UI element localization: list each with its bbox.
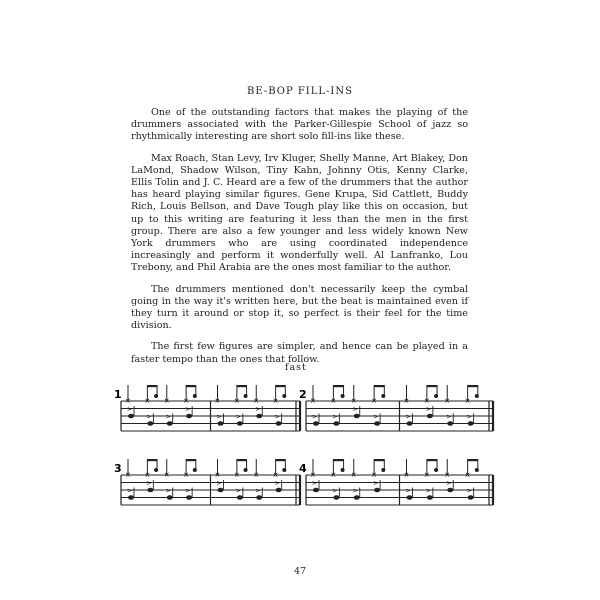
- beam: [333, 459, 343, 461]
- beam: [427, 459, 437, 461]
- accent-mark: >: [235, 413, 241, 421]
- note-head: [468, 495, 474, 500]
- note-head: [333, 421, 339, 426]
- note-head: [407, 495, 413, 500]
- accent-mark: >: [255, 406, 261, 413]
- cymbal-x-note: ×: [444, 471, 451, 479]
- accent-mark: >: [216, 480, 222, 487]
- cymbal-x-note: ×: [272, 397, 279, 405]
- exercise-number: 1: [114, 388, 122, 401]
- cymbal-x-note: ×: [464, 471, 471, 479]
- note-head: [407, 421, 413, 426]
- note-head: [244, 394, 248, 398]
- note-head: [374, 488, 380, 493]
- note-head: [256, 495, 262, 500]
- note-head: [154, 468, 158, 472]
- paragraph: One of the outstanding factors that makes the playing of the drummers associated with the Parker-Gillespie School of jazz so rhythmically interesting are short solo fill-ins like these.: [131, 107, 468, 143]
- cymbal-x-note: ×: [310, 471, 316, 479]
- note-head: [244, 468, 248, 472]
- note-head: [475, 468, 479, 472]
- accent-mark: >: [332, 487, 338, 495]
- cymbal-x-note: ×: [183, 397, 189, 405]
- note-head: [341, 468, 345, 472]
- note-head: [167, 495, 173, 500]
- beam: [147, 459, 157, 461]
- note-head: [154, 394, 158, 398]
- note-head: [341, 394, 345, 398]
- cymbal-x-note: ×: [464, 397, 471, 405]
- note-head: [218, 421, 224, 426]
- cymbal-x-note: ×: [214, 397, 221, 405]
- beam: [237, 385, 247, 387]
- accent-mark: >: [165, 487, 171, 495]
- accent-mark: >: [332, 413, 338, 421]
- accent-mark: >: [352, 406, 358, 413]
- accent-mark: >: [466, 487, 472, 495]
- cymbal-x-note: ×: [330, 471, 337, 479]
- note-head: [313, 488, 319, 493]
- beam: [276, 385, 286, 387]
- cymbal-x-note: ×: [144, 471, 151, 479]
- accent-mark: >: [127, 406, 133, 413]
- beam: [237, 459, 247, 461]
- note-head: [128, 414, 134, 419]
- cymbal-x-note: ×: [350, 471, 357, 479]
- note-head: [354, 495, 360, 500]
- paragraph: The drummers mentioned don't necessarily keep the cymbal going in the way it's written here, but the beat is maintained even if they turn it around or stop it, so perfect is their feel for the time division.: [131, 283, 468, 332]
- note-head: [468, 421, 474, 426]
- note-head: [193, 468, 197, 472]
- page-number: 47: [293, 566, 307, 577]
- note-head: [218, 488, 224, 493]
- cymbal-x-note: ×: [163, 471, 170, 479]
- cymbal-x-note: ×: [371, 471, 377, 479]
- accent-mark: >: [274, 480, 280, 487]
- exercise-number: 3: [114, 462, 122, 475]
- accent-mark: >: [165, 413, 171, 421]
- note-head: [282, 468, 286, 472]
- accent-mark: >: [274, 413, 280, 421]
- beam: [374, 385, 384, 387]
- cymbal-x-note: ×: [183, 471, 189, 479]
- accent-mark: >: [425, 406, 431, 413]
- accent-mark: >: [446, 480, 452, 487]
- beam: [186, 459, 196, 461]
- note-head: [381, 468, 385, 472]
- accent-mark: >: [425, 487, 431, 495]
- cymbal-x-note: ×: [253, 397, 260, 405]
- note-head: [427, 414, 433, 419]
- tempo-marking: fast: [285, 362, 307, 373]
- cymbal-x-note: ×: [233, 397, 240, 405]
- note-head: [276, 488, 282, 493]
- cymbal-x-note: ×: [403, 397, 410, 405]
- note-head: [313, 421, 319, 426]
- cymbal-x-note: ×: [253, 471, 260, 479]
- cymbal-x-note: ×: [403, 471, 410, 479]
- beam: [468, 385, 478, 387]
- beam: [427, 385, 437, 387]
- cymbal-x-note: ×: [163, 397, 170, 405]
- cymbal-x-note: ×: [330, 397, 337, 405]
- cymbal-x-note: ×: [310, 397, 316, 405]
- note-head: [128, 495, 134, 500]
- accent-mark: >: [405, 487, 411, 495]
- beam: [333, 385, 343, 387]
- page-title: BE-BOP FILL-INS: [247, 86, 353, 97]
- note-head: [186, 414, 192, 419]
- cymbal-x-note: ×: [144, 397, 151, 405]
- paragraph: Max Roach, Stan Levy, Irv Kluger, Shelly Manne, Art Blakey, Don LaMond, Shadow Wilson, Tiny Kahn, Johnny Otis, Kenny Clarke, Ellis Tolin and J. C. Heard are a few of the drummers that the author has heard playing similar figures. Gene Krupa, Sid Cattlett, Buddy Rich, Louis Bellson, and Dave Tough play like this on occasion, but up to this writing are featuring it less than the men in the first group. There are also a few younger and less widely known New York drummers who are using coordinated independence increasingly and perform it wonderfully well. Al Lanfranko, Lou Trebony, and Phil Arabia are the ones most familiar to the author.: [131, 152, 468, 274]
- note-head: [147, 421, 153, 426]
- note-head: [354, 414, 360, 419]
- accent-mark: >: [446, 413, 452, 421]
- accent-mark: >: [466, 413, 472, 421]
- note-head: [434, 468, 438, 472]
- accent-mark: >: [255, 487, 261, 495]
- accent-mark: >: [373, 413, 379, 421]
- note-head: [186, 495, 192, 500]
- note-head: [237, 421, 243, 426]
- note-head: [381, 394, 385, 398]
- note-head: [276, 421, 282, 426]
- accent-mark: >: [216, 413, 222, 421]
- accent-mark: >: [146, 413, 152, 421]
- accent-mark: >: [185, 406, 191, 413]
- note-head: [193, 394, 197, 398]
- note-head: [434, 394, 438, 398]
- accent-mark: >: [352, 487, 358, 495]
- exercise-number: 4: [299, 462, 307, 475]
- note-head: [167, 421, 173, 426]
- accent-mark: >: [405, 413, 411, 421]
- accent-mark: >: [373, 480, 379, 487]
- cymbal-x-note: ×: [423, 397, 430, 405]
- note-head: [447, 488, 453, 493]
- cymbal-x-note: ×: [272, 471, 279, 479]
- cymbal-x-note: ×: [423, 471, 430, 479]
- cymbal-x-note: ×: [125, 471, 131, 479]
- cymbal-x-note: ×: [214, 471, 221, 479]
- accent-mark: >: [127, 487, 133, 495]
- note-head: [447, 421, 453, 426]
- beam: [276, 459, 286, 461]
- note-head: [282, 394, 286, 398]
- accent-mark: >: [312, 480, 318, 487]
- cymbal-x-note: ×: [233, 471, 240, 479]
- exercise-number: 2: [299, 388, 307, 401]
- paragraph: The first few figures are simpler, and hence can be played in a faster tempo than the ones that follow.: [131, 341, 468, 365]
- note-head: [475, 394, 479, 398]
- accent-mark: >: [185, 487, 191, 495]
- cymbal-x-note: ×: [444, 397, 451, 405]
- cymbal-x-note: ×: [371, 397, 377, 405]
- beam: [468, 459, 478, 461]
- note-head: [333, 495, 339, 500]
- note-head: [427, 495, 433, 500]
- note-head: [147, 488, 153, 493]
- beam: [186, 385, 196, 387]
- accent-mark: >: [235, 487, 241, 495]
- beam: [374, 459, 384, 461]
- cymbal-x-note: ×: [125, 397, 131, 405]
- beam: [147, 385, 157, 387]
- cymbal-x-note: ×: [350, 397, 357, 405]
- note-head: [237, 495, 243, 500]
- note-head: [256, 414, 262, 419]
- accent-mark: >: [312, 413, 318, 421]
- accent-mark: >: [146, 480, 152, 487]
- note-head: [374, 421, 380, 426]
